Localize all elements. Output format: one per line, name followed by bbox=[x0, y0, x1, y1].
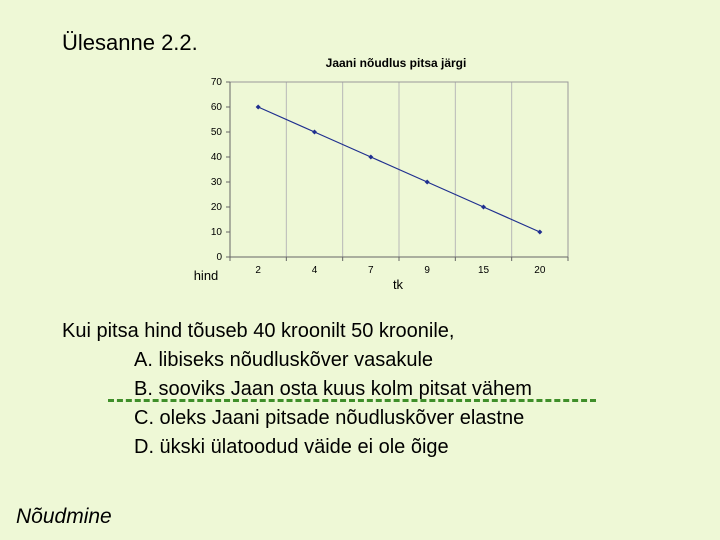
x-tick-label: 7 bbox=[368, 265, 374, 276]
x-tick-labels bbox=[230, 257, 568, 276]
option-a[interactable]: A. libiseks nõudluskõver vasakule bbox=[134, 349, 434, 371]
y-tick-label: 0 bbox=[216, 252, 222, 263]
x-tick-label: 15 bbox=[477, 265, 490, 276]
data-point-marker bbox=[256, 105, 261, 110]
y-axis-label: hind bbox=[193, 268, 219, 283]
dashed-divider bbox=[108, 399, 596, 402]
y-tick-label: 20 bbox=[210, 202, 222, 213]
data-point-marker bbox=[368, 155, 373, 160]
option-b[interactable]: B. sooviks Jaan osta kuus kolm pitsat vähem bbox=[134, 378, 532, 400]
chart-title: Jaani nõudlus pitsa järgi bbox=[325, 56, 467, 70]
x-tick-label: 9 bbox=[424, 265, 430, 276]
answer-options bbox=[134, 346, 532, 462]
x-tick-label: 4 bbox=[311, 265, 318, 276]
x-axis-label: tk bbox=[392, 277, 404, 292]
data-point-marker bbox=[425, 180, 430, 185]
y-tick-label: 30 bbox=[210, 177, 222, 188]
question-block bbox=[62, 317, 532, 462]
x-tick-label: 2 bbox=[255, 265, 261, 276]
y-tick-label: 50 bbox=[210, 127, 222, 138]
y-tick-label: 60 bbox=[210, 102, 222, 113]
data-point-marker bbox=[312, 130, 317, 135]
slide-title: Ülesanne 2.2. bbox=[62, 30, 198, 55]
y-tick-labels bbox=[211, 77, 230, 263]
question-text: Kui pitsa hind tõuseb 40 kroonilt 50 kroonile, bbox=[62, 320, 455, 342]
y-tick-label: 10 bbox=[210, 227, 222, 238]
x-tick-label: 20 bbox=[534, 265, 546, 276]
footer-label: Nõudmine bbox=[16, 505, 112, 528]
y-tick-label: 70 bbox=[210, 77, 222, 88]
option-c[interactable]: C. oleks Jaani pitsade nõudluskõver elastne bbox=[134, 407, 525, 429]
data-point-marker bbox=[481, 205, 486, 210]
option-d[interactable]: D. ükski ülatoodud väide ei ole õige bbox=[134, 436, 449, 458]
data-point-marker bbox=[537, 230, 542, 235]
y-tick-label: 40 bbox=[210, 152, 222, 163]
